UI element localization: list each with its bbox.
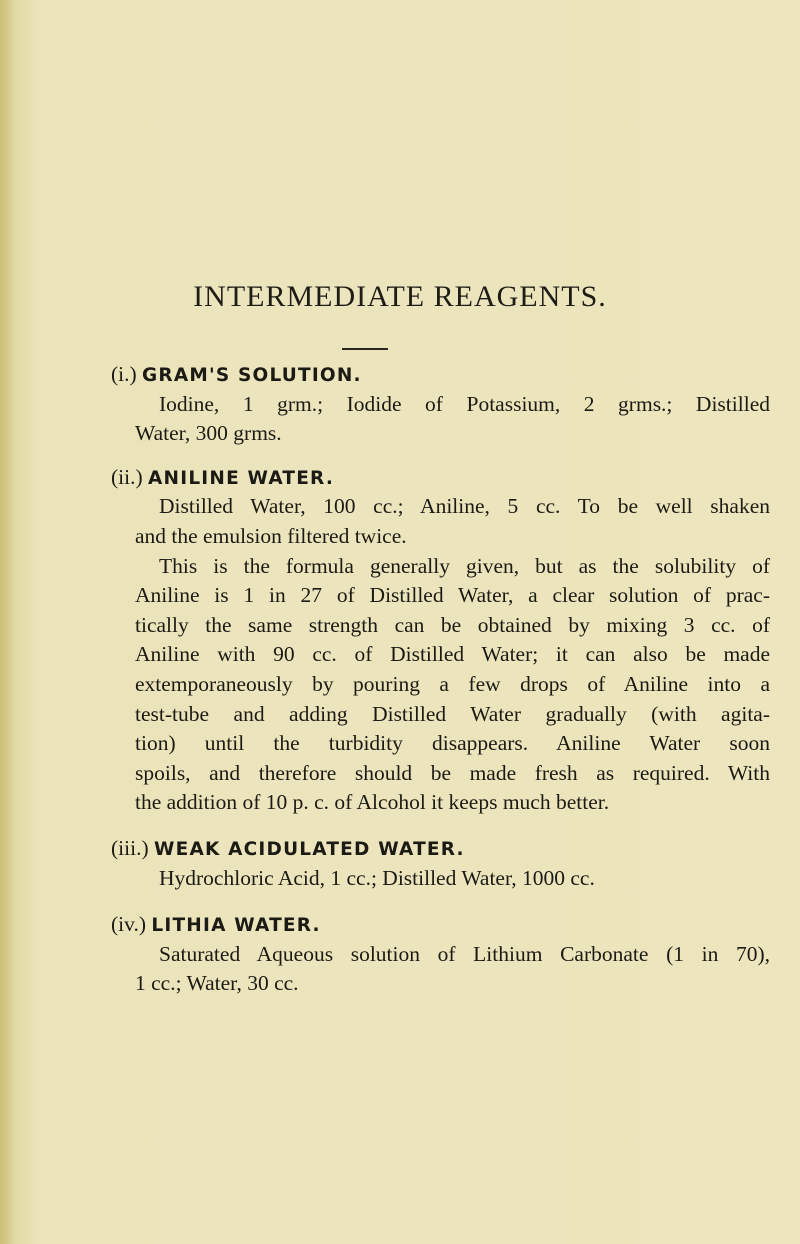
section-title: ANILINE WATER.: [148, 467, 335, 489]
section-title: WEAK ACIDULATED WATER.: [154, 838, 465, 860]
section-lithia-water: [108, 910, 770, 999]
section-heading: [111, 360, 770, 390]
section-heading: [111, 463, 770, 493]
title-rule: [342, 348, 388, 350]
body-line: Aniline is 1 in 27 of Distilled Water, a clear solution of prac-: [135, 583, 770, 608]
page-edge-shadow: [0, 0, 14, 1244]
section-body: [111, 390, 770, 449]
body-line: test-tube and adding Distilled Water gradually (with agita-: [135, 701, 770, 726]
body-line: Hydrochloric Acid, 1 cc.; Distilled Water, 1000 cc.: [159, 865, 595, 890]
body-line: tically the same strength can be obtained by mixing 3 cc. of: [135, 612, 770, 637]
section-grams-solution: [108, 360, 770, 449]
body-line: Water, 300 grms.: [135, 421, 282, 446]
page-title: INTERMEDIATE REAGENTS.: [193, 280, 607, 313]
section-number: (iv.): [111, 912, 147, 937]
body-line: Saturated Aqueous solution of Lithium Carbonate (1 in 70),: [159, 941, 770, 966]
section-title: GRAM'S SOLUTION.: [142, 365, 362, 386]
section-number: (ii.): [111, 464, 143, 489]
section-heading: [111, 834, 770, 864]
section-weak-acidulated-water: [108, 834, 770, 893]
section-body: [111, 864, 770, 894]
section-title: LITHIA WATER.: [151, 915, 321, 937]
body-line: spoils, and therefore should be made fresh as required. With: [135, 760, 770, 785]
section-aniline-water: [108, 463, 770, 818]
body-line: Distilled Water, 100 cc.; Aniline, 5 cc. To be well shaken: [159, 494, 770, 519]
section-number: (i.): [111, 362, 137, 386]
body-line: tion) until the turbidity disappears. Aniline Water soon: [135, 731, 770, 756]
body-line: Iodine, 1 grm.; Iodide of Potassium, 2 grms.; Distilled: [159, 391, 770, 416]
body-line: extemporaneously by pouring a few drops of Aniline into a: [135, 671, 770, 696]
section-body: [111, 492, 770, 818]
section-heading: [111, 910, 770, 940]
section-body: [111, 940, 770, 999]
body-line: This is the formula generally given, but as the solubility of: [159, 553, 770, 578]
body-line: and the emulsion filtered twice.: [135, 523, 407, 548]
body-line: Aniline with 90 cc. of Distilled Water; it can also be made: [135, 642, 770, 667]
body-line: the addition of 10 p. c. of Alcohol it keeps much better.: [135, 790, 610, 815]
section-number: (iii.): [111, 835, 149, 860]
content: [108, 360, 770, 999]
body-line: 1 cc.; Water, 30 cc.: [135, 971, 299, 996]
